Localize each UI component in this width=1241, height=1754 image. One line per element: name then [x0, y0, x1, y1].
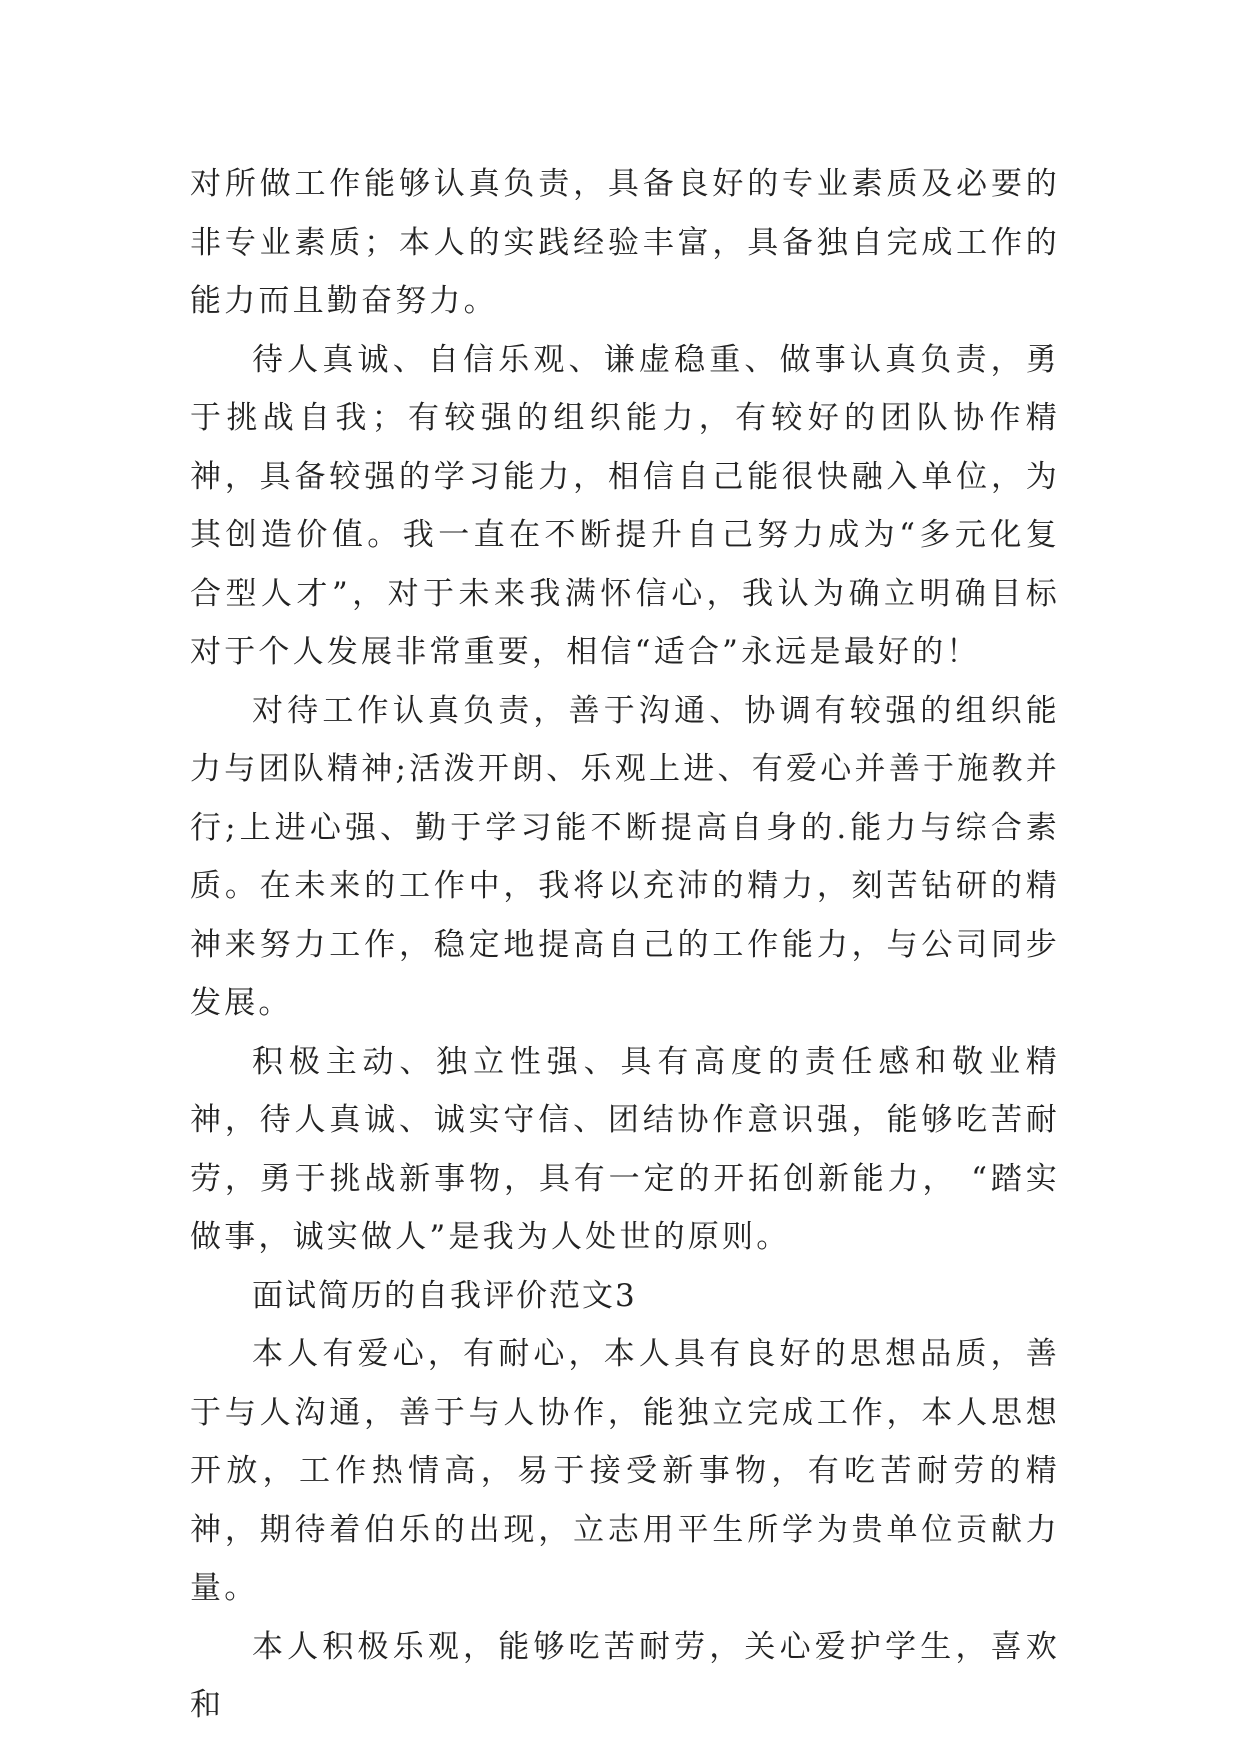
paragraph-5: 本人有爱心，有耐心，本人具有良好的思想品质，善于与人沟通，善于与人协作，能独立完成工作，本人思想开放，工作热情高，易于接受新事物，有吃苦耐劳的精神，期待着伯乐的出现，立志用平生所学为贵单位贡献力量。	[190, 1336, 1060, 1606]
paragraph-3: 对待工作认真负责，善于沟通、协调有较强的组织能力与团队精神;活泼开朗、乐观上进、有爱心并善于施教并行;上进心强、勤于学习能不断提高自身的.能力与综合素质。在未来的工作中，我将以充沛的精力，刻苦钻研的精神来努力工作，稳定地提高自己的工作能力，与公司同步发展。	[190, 692, 1060, 1021]
paragraph-1: 对所做工作能够认真负责，具备良好的专业素质及必要的非专业素质；本人的实践经验丰富，具备独自完成工作的能力而且勤奋努力。	[190, 166, 1060, 319]
section-heading: 面试简历的自我评价范文3	[252, 1277, 637, 1314]
paragraph-2: 待人真诚、自信乐观、谦虚稳重、做事认真负责，勇于挑战自我；有较强的组织能力，有较好的团队协作精神，具备较强的学习能力，相信自己能很快融入单位，为其创造价值。我一直在不断提升自己努力成为“多元化复合型人才”，对于未来我满怀信心，我认为确立明确目标对于个人发展非常重要，相信“适合”永远是最好的！	[190, 341, 1060, 670]
paragraph-6: 本人积极乐观，能够吃苦耐劳，关心爱护学生，喜欢和	[190, 1628, 1060, 1723]
paragraph-4: 积极主动、独立性强、具有高度的责任感和敬业精神，待人真诚、诚实守信、团结协作意识强，能够吃苦耐劳，勇于挑战新事物，具有一定的开拓创新能力， “踏实做事，诚实做人”是我为人处世的原则。	[190, 1043, 1060, 1255]
document-body	[190, 155, 1060, 1735]
